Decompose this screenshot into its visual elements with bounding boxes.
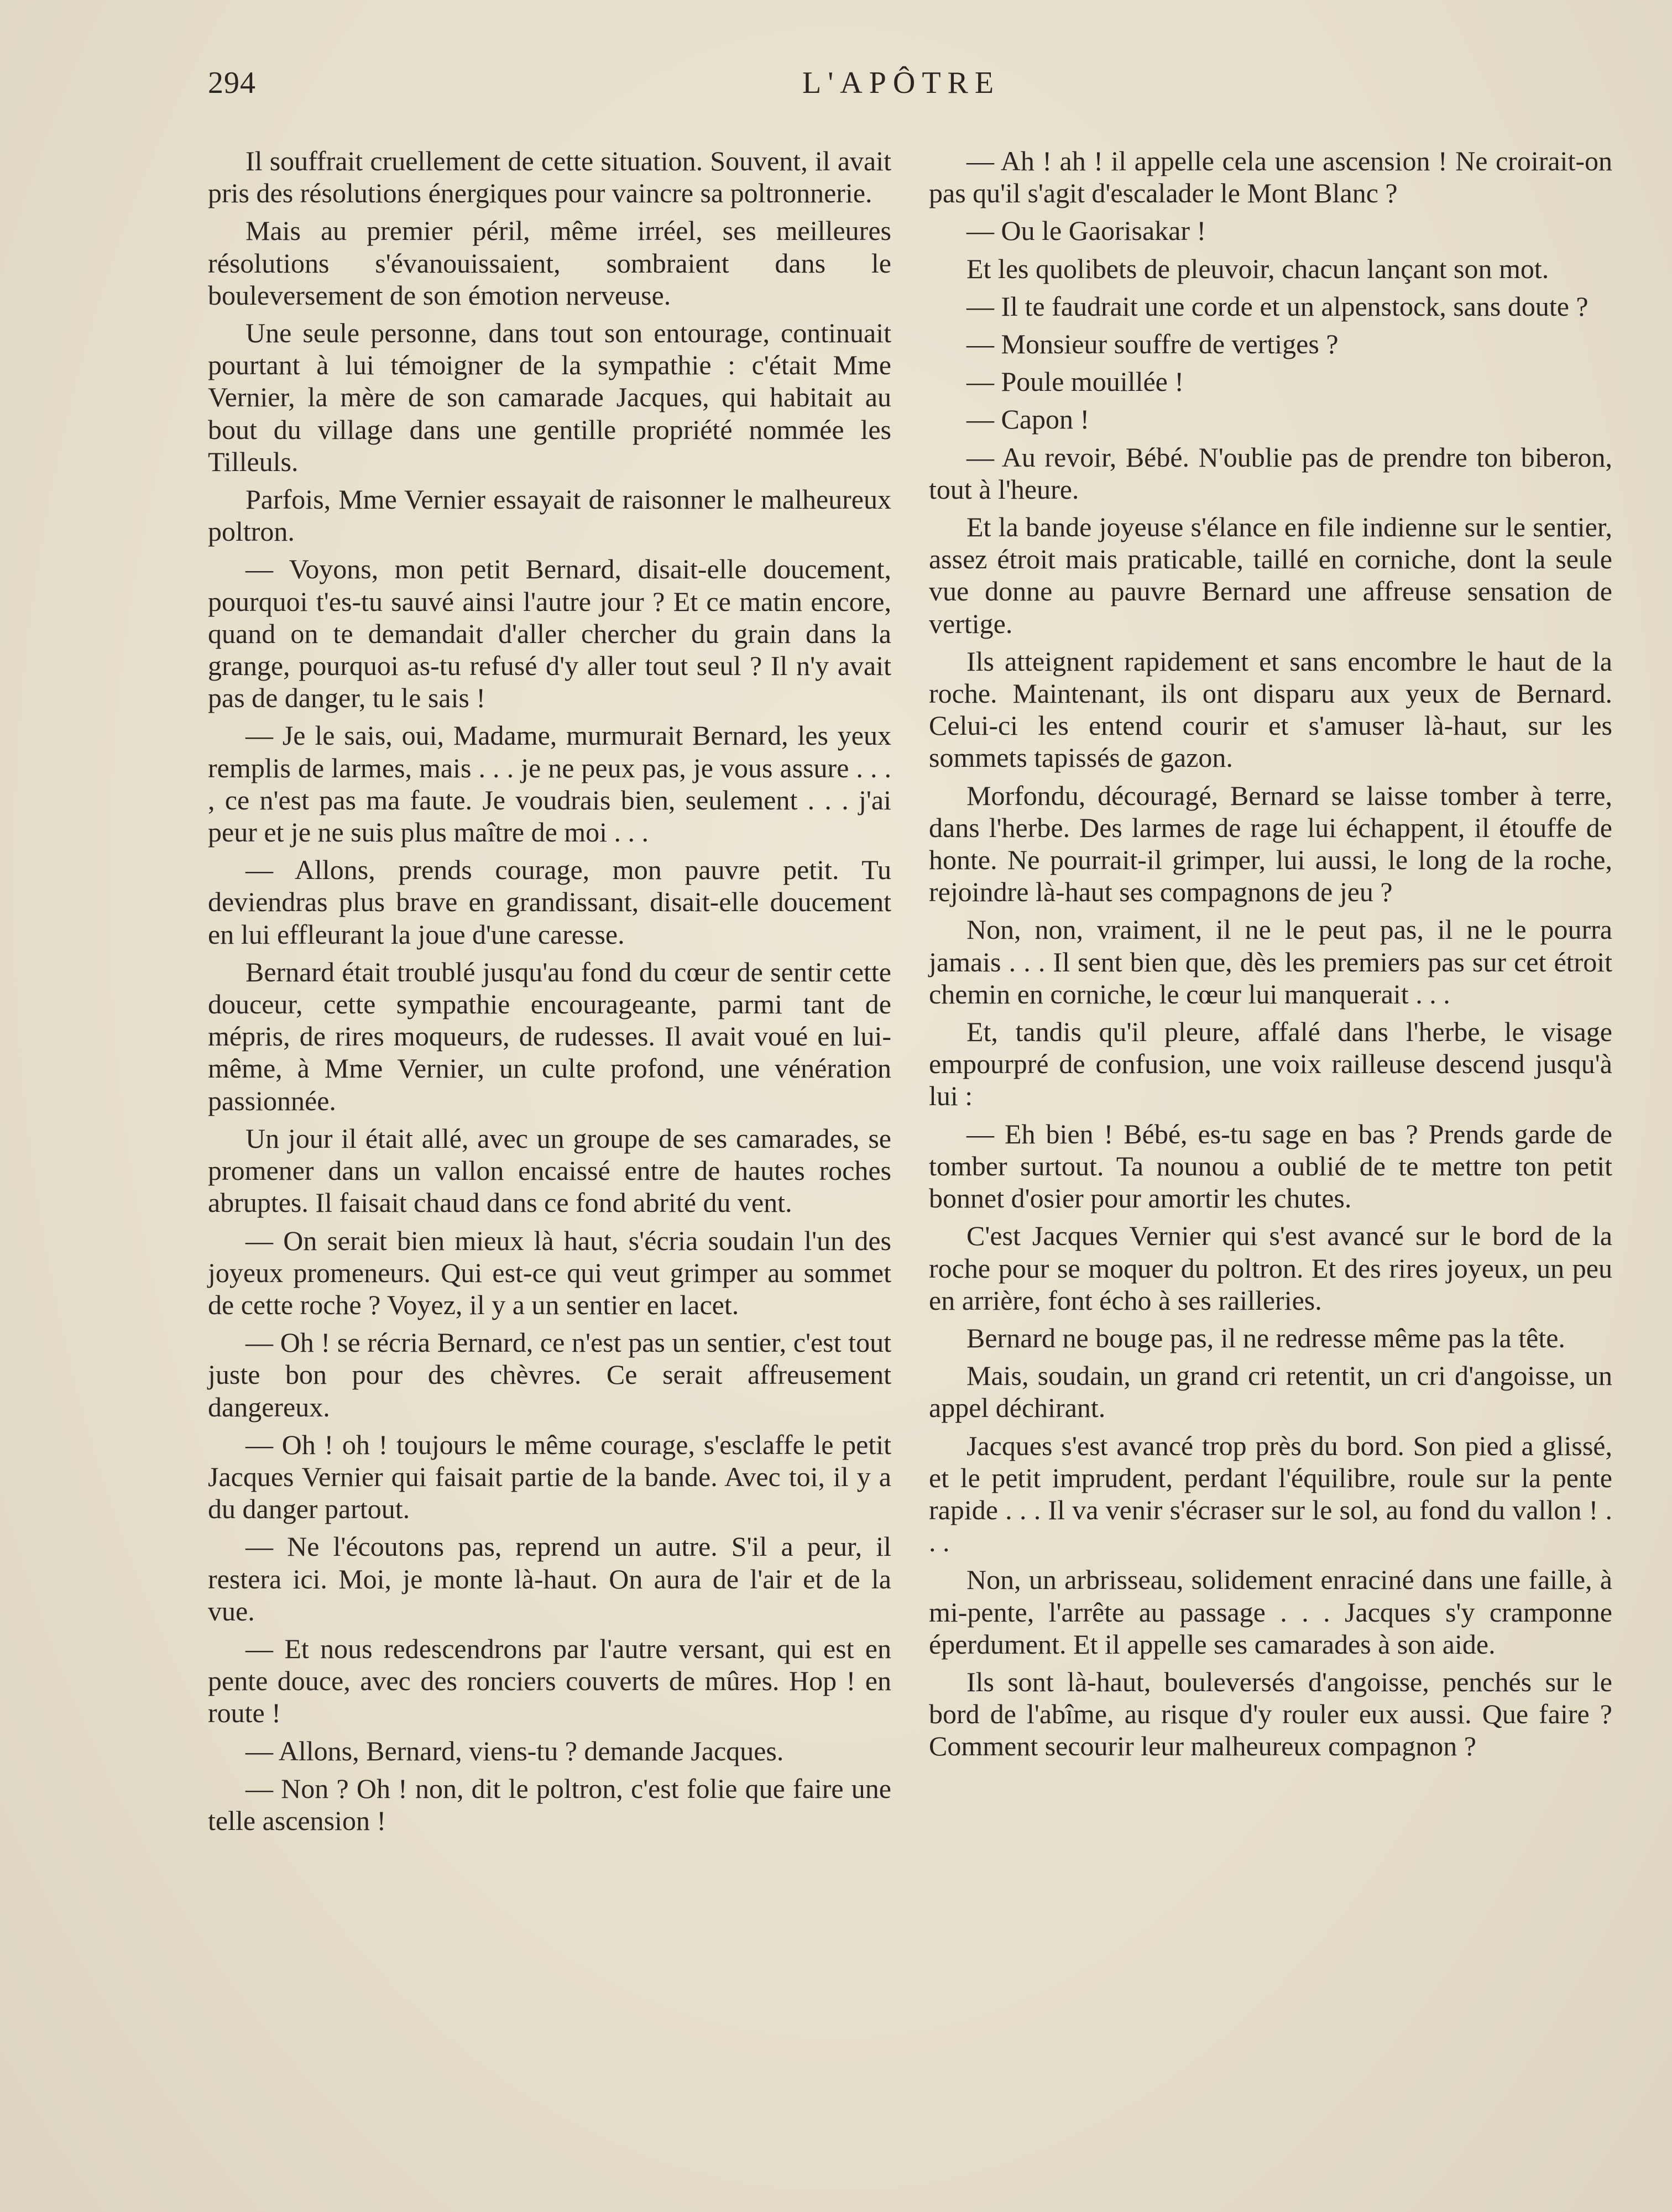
paragraph: — Poule mouillée ! (966, 366, 1184, 398)
paragraph: Et les quolibets de pleuvoir, chacun lançant son mot. (966, 253, 1549, 284)
paragraph: — Allons, prends courage, mon pauvre petit. Tu deviendras plus brave en grandissant, disait-elle doucement en lui effleurant la joue d'une caresse. (208, 854, 891, 950)
running-title: L'APÔTRE (802, 66, 1001, 100)
paragraph: Il souffrait cruellement de cette situation. Souvent, il avait pris des résolutions énergiques pour vaincre sa poltronnerie. (208, 145, 891, 209)
page-header (208, 65, 1591, 115)
paragraph: — Capon ! (966, 404, 1090, 435)
paragraph: — Eh bien ! Bébé, es-tu sage en bas ? Prends garde de tomber surtout. Ta nounou a oublié de te mettre ton petit bonnet d'osier pour amortir les chutes. (929, 1118, 1612, 1214)
paragraph: Bernard ne bouge pas, il ne redresse même pas la tête. (966, 1322, 1565, 1353)
paragraph: — Il te faudrait une corde et un alpenstock, sans doute ? (966, 290, 1589, 322)
paragraph: — Ah ! ah ! il appelle cela une ascension ! Ne croirait-on pas qu'il s'agit d'escalader le Mont Blanc ? (929, 145, 1612, 209)
paragraph: — Et nous redescendrons par l'autre versant, qui est en pente douce, avec des ronciers couverts de mûres. Hop ! en route ! (208, 1633, 891, 1729)
paragraph: Mais, soudain, un grand cri retentit, un cri d'angoisse, un appel déchirant. (929, 1360, 1612, 1424)
paragraph: — Ou le Gaorisakar ! (966, 215, 1206, 247)
paragraph: Non, un arbrisseau, solidement enraciné dans une faille, à mi-pente, l'arrête au passage . . . Jacques s'y cramponne éperdument. Et il appelle ses camarades à son aide. (929, 1564, 1612, 1660)
paragraph: Ils sont là-haut, bouleversés d'angoisse, penchés sur le bord de l'abîme, au risque d'y rouler eux aussi. Que faire ? Comment secourir leur malheureux compagnon ? (929, 1666, 1612, 1762)
paragraph: Et, tandis qu'il pleure, affalé dans l'herbe, le visage empourpré de confusion, une voix railleuse descend jusqu'à lui : (929, 1016, 1612, 1112)
paragraph: Ils atteignent rapidement et sans encombre le haut de la roche. Maintenant, ils ont disparu aux yeux de Bernard. Celui-ci les entend courir et s'amuser là-haut, sur les sommets tapissés de gazon. (929, 645, 1612, 773)
paragraph: Parfois, Mme Vernier essayait de raisonner le malheureux poltron. (208, 484, 891, 547)
paragraph: Non, non, vraiment, il ne le peut pas, il ne le pourra jamais . . . Il sent bien que, dès les premiers pas sur cet étroit chemin en corniche, le cœur lui manquerait . . . (929, 914, 1612, 1010)
paragraph: Mais au premier péril, même irréel, ses meilleures résolutions s'évanouissaient, sombraient dans le bouleversement de son émotion nerveuse. (208, 215, 891, 311)
paragraph: Morfondu, découragé, Bernard se laisse tomber à terre, dans l'herbe. Des larmes de rage lui échappent, il étouffe de honte. Ne pourrait-il grimper, lui aussi, le long de la roche, rejoindre là-haut ses compagnons de jeu ? (929, 780, 1612, 908)
paragraph: — Monsieur souffre de vertiges ? (966, 328, 1339, 360)
paragraph: Une seule personne, dans tout son entourage, continuait pourtant à lui témoigner de la sympathie : c'était Mme Vernier, la mère de son camarade Jacques, qui habitait au bout du village dans une gentille propriété nommée les Tilleuls. (208, 317, 891, 477)
paragraph: Et la bande joyeuse s'élance en file indienne sur le sentier, assez étroit mais praticable, taillé en corniche, dont la seule vue donne au pauvre Bernard une affreuse sensation de vertige. (929, 511, 1612, 639)
paragraph: Jacques s'est avancé trop près du bord. Son pied a glissé, et le petit imprudent, perdant l'équilibre, roule sur la pente rapide . . . Il va venir s'écraser sur le sol, au fond du vallon ! . . . (929, 1430, 1612, 1558)
paragraph: — Non ? Oh ! non, dit le poltron, c'est folie que faire une telle ascension ! (208, 1772, 891, 1836)
paragraph: — On serait bien mieux là haut, s'écria soudain l'un des joyeux promeneurs. Qui est-ce qui veut grimper au sommet de cette roche ? Voyez, il y a un sentier en lacet. (208, 1225, 891, 1320)
paragraph: C'est Jacques Vernier qui s'est avancé sur le bord de la roche pour se moquer du poltron. Et des rires joyeux, un peu en arrière, font écho à ses railleries. (929, 1220, 1612, 1316)
page-number: 294 (208, 66, 256, 100)
paragraph: Bernard était troublé jusqu'au fond du cœur de sentir cette douceur, cette sympathie encourageante, parmi tant de mépris, de rires moqueurs, de rudesses. Il avait voué en lui-même, à Mme Vernier, un culte profond, une vénération passionnée. (208, 956, 891, 1116)
paragraph: Un jour il était allé, avec un groupe de ses camarades, se promener dans un vallon encaissé entre de hautes roches abruptes. Il faisait chaud dans ce fond abrité du vent. (208, 1122, 891, 1219)
paragraph: — Voyons, mon petit Bernard, disait-elle doucement, pourquoi t'es-tu sauvé ainsi l'autre jour ? Et ce matin encore, quand on te demandait d'aller chercher du grain dans la grange, pourquoi as-tu refusé d'y aller tout seul ? Il n'y avait pas de danger, tu le sais ! (208, 553, 891, 714)
paragraph: — Ne l'écoutons pas, reprend un autre. S'il a peur, il restera ici. Moi, je monte là-haut. On aura de l'air et de la vue. (208, 1531, 891, 1627)
paragraph: — Allons, Bernard, viens-tu ? demande Jacques. (245, 1735, 784, 1766)
text-column-right (929, 145, 1612, 1768)
paragraph: — Je le sais, oui, Madame, murmurait Bernard, les yeux remplis de larmes, mais . . . je ne peux pas, je vous assure . . . , ce n'est pas ma faute. Je voudrais bien, seulement . . . j'ai peur et je ne suis plus maître de moi . . . (208, 720, 891, 848)
paragraph: — Oh ! oh ! toujours le même courage, s'esclaffe le petit Jacques Vernier qui faisait partie de la bande. Avec toi, il y a du danger partout. (208, 1429, 891, 1525)
paragraph: — Oh ! se récria Bernard, ce n'est pas un sentier, c'est tout juste bon pour des chèvres. Ce serait affreusement dangereux. (208, 1327, 891, 1423)
paragraph: — Au revoir, Bébé. N'oublie pas de prendre ton biberon, tout à l'heure. (929, 441, 1612, 505)
text-column-left (208, 145, 891, 1842)
